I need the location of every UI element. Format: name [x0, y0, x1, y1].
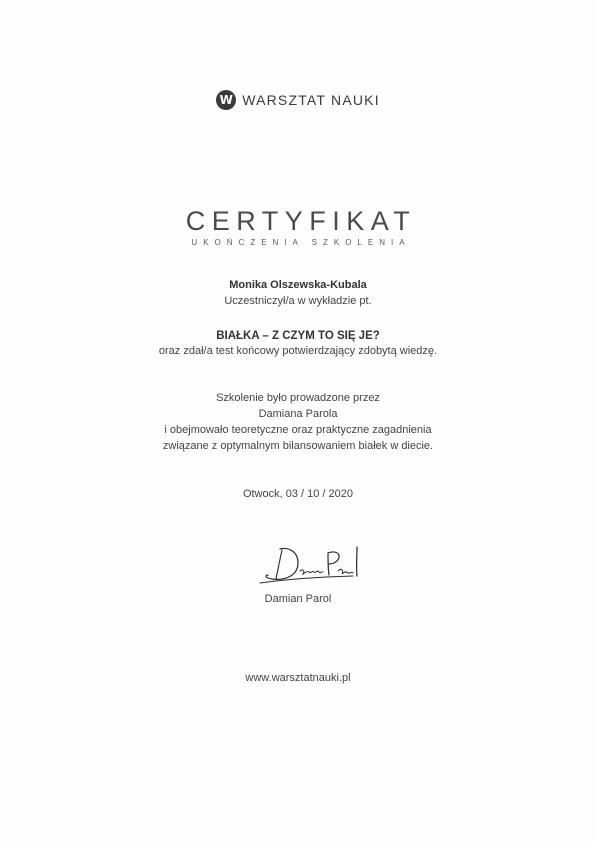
place-date: Otwock, 03 / 10 / 2020 [242, 488, 354, 500]
details-line-1: Szkolenie było prowadzone przez [216, 392, 380, 404]
details-line-2: Damiana Parola [258, 408, 338, 420]
certificate-subtitle: UKOŃCZENIA SZKOLENIA [191, 238, 411, 247]
participation-text: Uczestniczył/a w wykładzie pt. [224, 295, 372, 307]
signatory-name: Damian Parol [264, 593, 332, 605]
participant-name: Monika Olszewska-Kubala [229, 279, 367, 291]
course-title: BIAŁKA – Z CZYM TO SIĘ JE? [216, 330, 380, 342]
logo [0, 90, 596, 110]
logo-mark-icon: W [216, 90, 236, 110]
details-line-4: związane z optymalnym bilansowaniem białek w diecie. [162, 440, 434, 452]
signature [258, 543, 378, 588]
website-link[interactable]: www.warsztatnauki.pl [245, 672, 351, 684]
logo-text: WARSZTAT NAUKI [242, 92, 380, 108]
test-text: oraz zdał/a test końcowy potwierdzający zdobytą wiedzę. [158, 345, 438, 357]
details-line-3: i obejmowało teoretyczne oraz praktyczne zagadnienia [164, 424, 432, 436]
certificate-title: CERTYFIKAT [185, 206, 417, 236]
